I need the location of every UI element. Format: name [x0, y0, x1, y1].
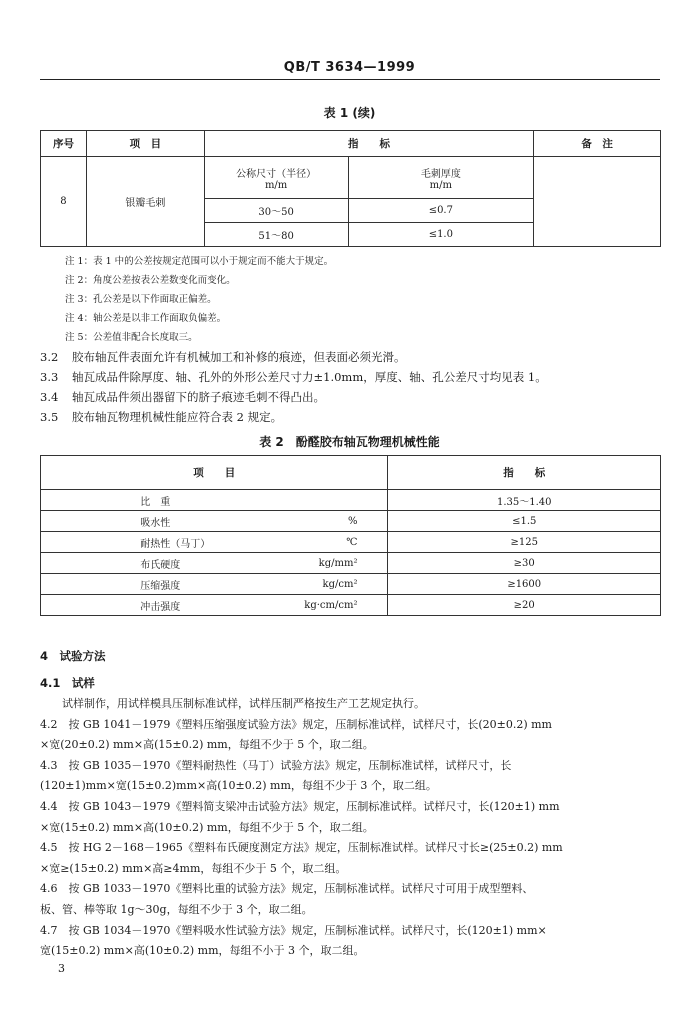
paragraph-line: 4.3 按 GB 1035－1970《塑料耐热性（马丁）试验方法》规定，压制标准试样，试样尺寸，长	[40, 758, 512, 772]
section-4-1-title: 4.1 试样	[40, 676, 95, 690]
table2-cell-unit: kg/cm²	[230, 574, 388, 595]
note-item: 注 1：表 1 中的公差按规定范围可以小于规定而不能大于规定。	[65, 256, 334, 267]
section-4-title: 4 试验方法	[40, 649, 106, 663]
table2-cell-value: ≥1600	[388, 574, 661, 595]
table-row	[41, 595, 661, 616]
table1-cell-range: 30～50	[204, 199, 348, 223]
table-2	[40, 455, 661, 616]
clause-number: 3.2	[40, 350, 59, 364]
table-1	[40, 130, 661, 247]
table1-caption: 表 1 (续)	[323, 106, 376, 120]
table-row	[41, 511, 661, 532]
table1-subheader-left	[204, 157, 348, 199]
table2-cell-unit: kg/mm²	[230, 553, 388, 574]
paragraph-line: ×宽(20±0.2) mm×高(15±0.2) mm，每组不少于 5 个，取二组。	[40, 738, 374, 752]
clause-number: 3.4	[40, 390, 59, 404]
paragraph-line: ×宽(15±0.2) mm×高(10±0.2) mm，每组不少于 5 个，取二组。	[40, 820, 374, 834]
clause-item	[40, 347, 660, 367]
table1-subheader-right	[348, 157, 534, 199]
header-rule	[40, 79, 660, 80]
clauses-section-3	[40, 347, 660, 427]
clause-item	[40, 367, 660, 387]
note-item: 注 5：公差值非配合长度取三。	[65, 332, 198, 343]
paragraph-line: 4.6 按 GB 1033－1970《塑料比重的试验方法》规定，压制标准试样。试样尺寸可用于成型塑料、	[40, 882, 534, 896]
page-number: 3	[58, 962, 65, 975]
table2-caption: 表 2 酚醛胶布轴瓦物理机械性能	[259, 435, 440, 449]
note-item: 注 2：角度公差按表公差数变化而变化。	[65, 275, 236, 286]
table2-cell-item: 压缩强度	[130, 574, 230, 595]
table2-cell-unit: ℃	[230, 532, 388, 553]
table-row	[41, 532, 661, 553]
paragraph-line: 4.2 按 GB 1041－1979《塑料压缩强度试验方法》规定，压制标准试样，试样尺寸，长(20±0.2) mm	[40, 717, 552, 731]
clause-number: 3.5	[40, 410, 59, 424]
table-row	[41, 574, 661, 595]
table2-cell-value: ≤1.5	[388, 511, 661, 532]
table2-cell-unit: %	[230, 511, 388, 532]
subheader-right-label: 毛刺厚度	[420, 168, 461, 180]
table1-cell-seq: 8	[41, 157, 87, 247]
table2-cell-item: 吸水性	[130, 511, 230, 532]
subheader-left-label: 公称尺寸（半径）	[236, 168, 317, 180]
table1-cell-value: ≤1.0	[348, 223, 534, 247]
clause-text: 轴瓦成品件须出器留下的脐子痕迹毛刺不得凸出。	[72, 390, 325, 404]
paragraph-line: 板、管、棒等取 1g～30g，每组不少于 3 个，取二组。	[40, 902, 313, 916]
subheader-left-unit: m/m	[264, 179, 288, 191]
table1-cell-value: ≤0.7	[348, 199, 534, 223]
table2-header-index: 指 标	[388, 456, 661, 490]
table2-header-row	[41, 456, 661, 490]
note-item: 注 4：轴公差是以非工作面取负偏差。	[65, 313, 227, 324]
table2-cell-item: 比 重	[130, 490, 230, 511]
standard-code: QB/T 3634—1999	[283, 60, 416, 75]
table1-header-seq: 序号	[41, 131, 87, 157]
clause-text: 轴瓦成品件除厚度、轴、孔外的外形公差尺寸力±1.0mm，厚度、轴、孔公差尺寸均见表 1。	[72, 370, 547, 384]
note-item: 注 3：孔公差是以下作面取正偏差。	[65, 294, 217, 305]
paragraph-line: ×宽≥(15±0.2) mm×高≥4mm，每组不少于 5 个，取二组。	[40, 861, 347, 875]
table-row	[41, 490, 661, 511]
table2-cell-item: 冲击强度	[130, 595, 230, 616]
table1-header-row	[41, 131, 661, 157]
table-row	[41, 553, 661, 574]
table1-cell-item: 银瓣毛刺	[86, 157, 204, 247]
table2-cell-value: ≥125	[388, 532, 661, 553]
paragraph-line: (120±1)mm×宽(15±0.2)mm×高(10±0.2) mm，每组不少于 3 个，取二组。	[40, 779, 437, 793]
subheader-right-unit: m/m	[429, 179, 453, 191]
table1-cell-remark	[534, 157, 661, 247]
table2-cell-value: ≥20	[388, 595, 661, 616]
clause-item	[40, 407, 660, 427]
table2-cell-item: 耐热性（马丁）	[130, 532, 230, 553]
paragraph-line: 宽(15±0.2) mm×高(10±0.2) mm，每组不小于 3 个，取二组。	[40, 944, 365, 958]
paragraph-line: 4.5 按 HG 2－168－1965《塑料布氏硬度测定方法》规定，压制标准试样。试样尺寸长≥(25±0.2) mm	[40, 841, 563, 855]
table2-cell-unit: kg·cm/cm²	[230, 595, 388, 616]
paragraph-line: 试样制作，用试样模具压制标准试样，试样压制严格按生产工艺规定执行。	[40, 697, 425, 710]
clause-item	[40, 387, 660, 407]
table-row	[41, 157, 661, 199]
table1-cell-range: 51～80	[204, 223, 348, 247]
table1-notes	[65, 252, 333, 347]
table2-header-item: 项 目	[41, 456, 388, 490]
table1-header-index: 指 标	[204, 131, 533, 157]
clause-text: 胶布轴瓦件表面允许有机械加工和补修的痕迹，但表面必须光滑。	[72, 350, 406, 364]
clause-text: 胶布轴瓦物理机械性能应符合表 2 规定。	[72, 410, 283, 424]
table2-cell-item: 布氏硬度	[130, 553, 230, 574]
table1-header-item: 项 目	[86, 131, 204, 157]
paragraph-line: 4.4 按 GB 1043－1979《塑料简支梁冲击试验方法》规定，压制标准试样。试样尺寸，长(120±1) mm	[40, 799, 560, 813]
clause-number: 3.3	[40, 370, 59, 384]
paragraph-line: 4.7 按 GB 1034－1970《塑料吸水性试验方法》规定，压制标准试样。试样尺寸，长(120±1) mm×	[40, 923, 547, 937]
section-4-body	[40, 694, 660, 962]
table1-header-remark: 备 注	[534, 131, 661, 157]
table2-cell-value: 1.35～1.40	[388, 490, 661, 511]
table2-cell-value: ≥30	[388, 553, 661, 574]
table2-cell-unit	[230, 490, 388, 511]
